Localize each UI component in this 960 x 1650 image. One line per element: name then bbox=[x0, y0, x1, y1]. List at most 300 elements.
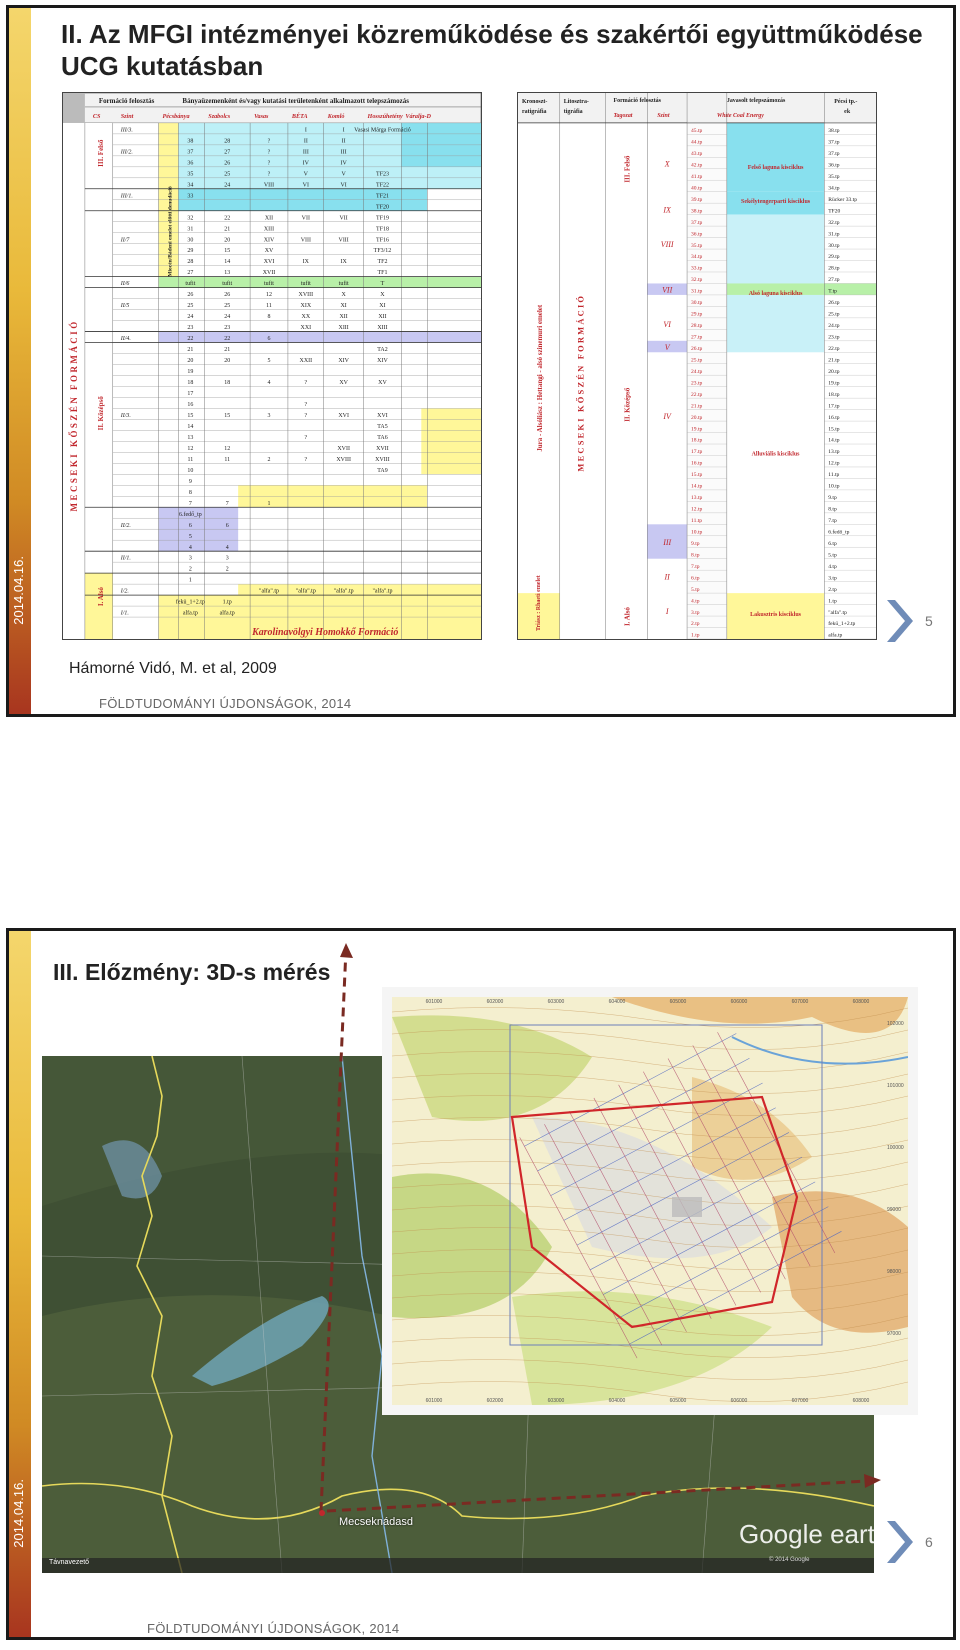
cycle-label: Alsó laguna kisciklus bbox=[748, 290, 803, 297]
wce-cell: 37.tp bbox=[691, 219, 703, 226]
table-cell: 37 bbox=[187, 149, 194, 156]
citation: Hámorné Vidó, M. et al, 2009 bbox=[69, 660, 277, 677]
slide-date: 2014.04.16. bbox=[11, 1479, 26, 1548]
table-cell: 4 bbox=[188, 544, 192, 551]
szint-cell: II/4. bbox=[120, 336, 131, 343]
szint-cell: II/1. bbox=[120, 555, 131, 562]
pecsi-cell: 2.tp bbox=[828, 586, 837, 593]
tagozat-label: III. Felső bbox=[623, 155, 632, 183]
pecsi-cell: 23.tp bbox=[828, 334, 840, 341]
pecsi-cell: 35.tp bbox=[828, 173, 840, 180]
pecsi-cell: 15.tp bbox=[828, 426, 840, 433]
table-cell: "alfa".tp bbox=[333, 588, 354, 595]
szint-numeral: IV bbox=[663, 411, 671, 421]
table-cell: IX bbox=[302, 259, 309, 266]
wce-cell: 12.tp bbox=[691, 506, 703, 513]
pecsi-cell: 7.tp bbox=[828, 518, 837, 525]
szint-cell: I/1. bbox=[120, 610, 129, 617]
tagozat-label: I. Alsó bbox=[623, 607, 632, 627]
x-tick-label: 607000 bbox=[791, 999, 809, 1005]
y-tick-label: 99000 bbox=[887, 1207, 901, 1213]
formation-label: MECSEKI KŐSZÉN FORMÁCIÓ bbox=[68, 319, 79, 512]
table-cell: XVIII bbox=[336, 456, 351, 463]
table-cell: 11 bbox=[224, 456, 231, 463]
table-cell: TF2 bbox=[377, 259, 388, 266]
table-cell: 22 bbox=[187, 336, 194, 343]
pecsi-cell: 6.fedő_tp bbox=[828, 529, 850, 536]
y-tick-label: 102000 bbox=[887, 1021, 904, 1027]
table-cell: TF1 bbox=[377, 270, 388, 277]
table-cell: 14 bbox=[224, 259, 231, 266]
table-cell: 16 bbox=[187, 402, 194, 409]
table-cell: IX bbox=[340, 259, 347, 266]
table-cell: ? bbox=[267, 138, 271, 145]
table-cell: 31 bbox=[187, 226, 194, 233]
wce-cell: 27.tp bbox=[691, 334, 703, 341]
next-chevron-icon[interactable] bbox=[885, 598, 915, 644]
table-cell: 11 bbox=[266, 303, 272, 310]
table-cell: 11 bbox=[187, 456, 194, 463]
table-cell: tufit bbox=[338, 281, 349, 288]
pecsi-cell: 36.tp bbox=[828, 162, 840, 169]
table-cell: 6 bbox=[188, 522, 192, 529]
table-cell: 22 bbox=[224, 336, 231, 343]
table-cell: 4 bbox=[225, 544, 229, 551]
pecsi-cell: 29.tp bbox=[828, 254, 840, 261]
szint-cell: II/5 bbox=[120, 303, 130, 310]
column-header: White Coal Energy bbox=[716, 112, 764, 119]
table-cell: 1 bbox=[188, 577, 192, 584]
table-cell: 18 bbox=[224, 380, 231, 387]
table-cell: 2 bbox=[267, 456, 271, 463]
wce-cell: 2.tp bbox=[691, 621, 700, 628]
pecsi-cell: fekü_1+2.tp bbox=[828, 621, 856, 628]
table-cell: XIV bbox=[377, 358, 388, 365]
wce-cell: 22.tp bbox=[691, 391, 703, 398]
table-cell: XIII bbox=[377, 325, 388, 332]
pecsi-cell: 22.tp bbox=[828, 345, 840, 352]
table-cell: 20 bbox=[187, 358, 194, 365]
table-cell: tufit bbox=[264, 281, 274, 288]
table-cell: XVI bbox=[377, 412, 388, 419]
pecsi-cell: 28.tp bbox=[828, 265, 840, 272]
table-cell: XIII bbox=[338, 325, 349, 332]
column-header: Komló bbox=[327, 113, 345, 120]
table-cell: XVII bbox=[337, 445, 350, 452]
pecsi-cell: TF20 bbox=[828, 208, 841, 215]
table-cell: ? bbox=[304, 412, 308, 419]
table-cell: 13 bbox=[187, 434, 194, 441]
table-cell: XV bbox=[378, 380, 387, 387]
wce-cell: 20.tp bbox=[691, 414, 703, 421]
google-earth-logo: Google earth bbox=[739, 1519, 890, 1549]
wce-cell: 41.tp bbox=[691, 173, 703, 180]
pecsi-cell: 20.tp bbox=[828, 368, 840, 375]
wce-cell: 28.tp bbox=[691, 323, 703, 330]
table-cell: 3 bbox=[225, 555, 229, 562]
section-label: II. Középső bbox=[96, 396, 105, 431]
wce-cell: 23.tp bbox=[691, 380, 703, 387]
page-number: 5 bbox=[925, 613, 933, 629]
x-tick-label: 604000 bbox=[608, 999, 626, 1005]
table-cell: 14 bbox=[187, 423, 194, 430]
table-cell: tufit bbox=[185, 281, 196, 288]
x-tick-label: 603000 bbox=[547, 999, 565, 1005]
pecsi-cell: "alfa".tp bbox=[828, 609, 847, 616]
column-header: Pécsi tp.- bbox=[834, 98, 858, 105]
wce-cell: 31.tp bbox=[691, 288, 703, 295]
topo-map-graphic bbox=[392, 997, 908, 1405]
table-cell: ? bbox=[267, 160, 271, 167]
table-cell: 1 bbox=[267, 500, 271, 507]
table-cell: 15 bbox=[224, 412, 231, 419]
column-header: Váralja-D bbox=[405, 113, 432, 120]
pecsi-cell: 1.tp bbox=[828, 598, 837, 605]
left-table-graphic bbox=[63, 93, 481, 639]
pecsi-cell: 38.tp bbox=[828, 128, 840, 135]
table-cell: alfa.tp bbox=[219, 610, 235, 617]
table-cell: Vasasi Márga Formáció bbox=[354, 127, 411, 134]
table-cell: TA2 bbox=[377, 347, 388, 354]
column-header: Litosztra- bbox=[563, 98, 589, 105]
table-cell: 25 bbox=[224, 303, 231, 310]
table-cell: 17 bbox=[187, 391, 194, 398]
section-label: III. Felső bbox=[96, 139, 105, 167]
table-cell: XX bbox=[301, 314, 311, 321]
pecsi-cell: 19.tp bbox=[828, 380, 840, 387]
table-cell: XVI bbox=[338, 412, 349, 419]
wce-cell: 42.tp bbox=[691, 162, 703, 169]
table-cell: 22 bbox=[224, 215, 231, 222]
table-cell: 33 bbox=[187, 193, 194, 200]
table-cell: II bbox=[303, 138, 308, 145]
tagozat-label: II. Középső bbox=[623, 387, 632, 422]
pecsi-cell: 17.tp bbox=[828, 403, 840, 410]
right-table-graphic bbox=[518, 93, 876, 639]
footer-text: FÖLDTUDOMÁNYI ÚJDONSÁGOK, 2014 bbox=[99, 696, 352, 711]
pecsi-cell: 9.tp bbox=[828, 495, 837, 502]
y-tick-label: 98000 bbox=[887, 1269, 901, 1275]
table-cell: TF16 bbox=[376, 237, 389, 244]
table-cell: TF18 bbox=[376, 226, 389, 233]
table-cell: VIII bbox=[300, 237, 311, 244]
column-header: ratigráfia bbox=[521, 108, 547, 115]
wce-cell: 9.tp bbox=[691, 540, 700, 547]
table-cell: TF22 bbox=[376, 182, 389, 189]
szint-cell: I/2. bbox=[120, 588, 129, 595]
table-cell: T bbox=[380, 281, 385, 288]
table-cell: IV bbox=[340, 160, 347, 167]
table-cell: 36 bbox=[187, 160, 194, 167]
column-header: Szint bbox=[657, 112, 670, 119]
table-cell: VI bbox=[340, 182, 347, 189]
table-cell: 35 bbox=[187, 171, 194, 178]
pecsi-cell: 18.tp bbox=[828, 391, 840, 398]
table-cell: 25 bbox=[224, 171, 231, 178]
x-tick-label: 603000 bbox=[547, 1398, 565, 1404]
table-cell: TF19 bbox=[376, 215, 389, 222]
table-cell: XIX bbox=[300, 303, 312, 310]
next-chevron-icon[interactable] bbox=[885, 1519, 915, 1565]
table-header: Bányaüzemenként és/vagy kutatási területenként alkalmazott telepszámozás bbox=[182, 96, 409, 105]
x-tick-label: 607000 bbox=[791, 1398, 809, 1404]
table-cell: ? bbox=[267, 171, 271, 178]
miocene-label: Miocén/Bádeni emelet előtti denudáció bbox=[167, 186, 174, 277]
x-tick-label: 605000 bbox=[669, 999, 687, 1005]
cycle-label: Lakusztris kisciklus bbox=[750, 612, 801, 619]
page-number: 6 bbox=[925, 1534, 933, 1550]
table-cell: TA5 bbox=[377, 423, 388, 430]
wce-cell: 30.tp bbox=[691, 300, 703, 307]
szint-cell: II/2. bbox=[120, 522, 131, 529]
x-tick-label: 601000 bbox=[425, 999, 443, 1005]
formation-label: MECSEKI KŐSZÉN FORMÁCIÓ bbox=[575, 293, 586, 472]
table-cell: X bbox=[341, 292, 346, 299]
table-cell: ? bbox=[304, 402, 308, 409]
table-cell: XII bbox=[378, 314, 387, 321]
google-credit: © 2014 Google bbox=[769, 1557, 810, 1563]
table-cell: TA9 bbox=[377, 467, 388, 474]
column-header: Pécsbánya bbox=[162, 113, 190, 120]
tavnavezeto-label: Távnavezető bbox=[49, 1559, 90, 1566]
formation-table-left bbox=[62, 92, 482, 640]
wce-cell: 17.tp bbox=[691, 449, 703, 456]
table-cell: V bbox=[341, 171, 346, 178]
table-cell: tufit bbox=[222, 281, 233, 288]
wce-cell: 35.tp bbox=[691, 242, 703, 249]
table-cell: TA6 bbox=[377, 434, 388, 441]
trias-label: Triász : Rhaeti emelet bbox=[535, 575, 542, 632]
table-cell: III bbox=[340, 149, 347, 156]
table-cell: 7 bbox=[225, 500, 229, 507]
pecsi-cell: 16.tp bbox=[828, 414, 840, 421]
x-tick-label: 606000 bbox=[730, 1398, 748, 1404]
pecsi-cell: 4.tp bbox=[828, 563, 837, 570]
szint-cell: II/7 bbox=[120, 237, 130, 244]
pecsi-cell: 6.tp bbox=[828, 540, 837, 547]
table-cell: VIII bbox=[338, 237, 349, 244]
table-cell: 21 bbox=[187, 347, 194, 354]
table-cell: 15 bbox=[187, 412, 194, 419]
wce-cell: 3.tp bbox=[691, 609, 700, 616]
table-cell: 2 bbox=[188, 566, 192, 573]
table-cell: XVIII bbox=[298, 292, 314, 299]
column-header: Szabolcs bbox=[208, 113, 231, 120]
wce-cell: 4.tp bbox=[691, 598, 700, 605]
table-cell: "alfa".tp bbox=[372, 588, 393, 595]
table-cell: 30 bbox=[187, 237, 194, 244]
pecsi-cell: 37.tp bbox=[828, 139, 840, 146]
wce-cell: 1.tp bbox=[691, 632, 700, 639]
x-tick-label: 602000 bbox=[486, 999, 504, 1005]
table-cell: 4 bbox=[267, 380, 271, 387]
table-cell: 18 bbox=[187, 380, 194, 387]
table-cell: 28 bbox=[187, 259, 194, 266]
wce-cell: 45.tp bbox=[691, 128, 703, 135]
column-header: Formáció felosztás bbox=[613, 97, 661, 104]
wce-cell: 29.tp bbox=[691, 311, 703, 318]
table-cell: VII bbox=[301, 215, 310, 222]
szint-cell: III/3. bbox=[120, 127, 133, 134]
table-cell: V bbox=[303, 171, 308, 178]
formation-table-right bbox=[517, 92, 877, 640]
cycle-label: Felső laguna kisciklus bbox=[747, 164, 804, 171]
pecsi-cell: 24.tp bbox=[828, 323, 840, 330]
pecsi-cell: 13.tp bbox=[828, 449, 840, 456]
y-tick-label: 101000 bbox=[887, 1083, 904, 1089]
wce-cell: 34.tp bbox=[691, 254, 703, 261]
table-cell: ? bbox=[304, 434, 308, 441]
pecsi-cell: 25.tp bbox=[828, 311, 840, 318]
pecsi-cell: 31.tp bbox=[828, 231, 840, 238]
table-cell: 9 bbox=[188, 478, 192, 485]
table-cell: XVII bbox=[376, 445, 389, 452]
wce-cell: 36.tp bbox=[691, 231, 703, 238]
cycle-label: Sekélytengerparti kisciklus bbox=[741, 199, 811, 206]
column-header: Hosszúhetény bbox=[367, 113, 403, 120]
table-cell: 12 bbox=[187, 445, 194, 452]
table-cell: XI bbox=[379, 303, 386, 310]
x-tick-label: 608000 bbox=[852, 999, 870, 1005]
table-cell: X bbox=[380, 292, 385, 299]
table-cell: XII bbox=[264, 215, 274, 222]
table-cell: fekü_1+2.tp bbox=[175, 599, 205, 606]
table-cell: 21 bbox=[224, 347, 231, 354]
table-cell: XVIII bbox=[375, 456, 390, 463]
table-cell: 6 bbox=[225, 522, 229, 529]
table-cell: VI bbox=[302, 182, 309, 189]
table-cell: XI bbox=[340, 303, 347, 310]
table-cell: 6 bbox=[267, 336, 271, 343]
pecsi-cell: Rücker 33.tp bbox=[828, 196, 857, 203]
pecsi-cell: 14.tp bbox=[828, 437, 840, 444]
szint-numeral: VIII bbox=[660, 239, 674, 249]
pecsi-cell: 30.tp bbox=[828, 242, 840, 249]
table-cell: ? bbox=[304, 380, 308, 387]
table-cell: 7 bbox=[188, 500, 192, 507]
wce-cell: 39.tp bbox=[691, 196, 703, 203]
table-cell: 28 bbox=[224, 138, 231, 145]
karolinavolgyi-label: Karolinavölgyi Homokkő Formáció bbox=[252, 627, 399, 639]
wce-cell: 25.tp bbox=[691, 357, 703, 364]
wce-cell: 8.tp bbox=[691, 552, 700, 559]
table-cell: ? bbox=[267, 149, 271, 156]
table-cell: 38 bbox=[187, 138, 194, 145]
table-cell: 8 bbox=[267, 314, 271, 321]
table-cell: 8 bbox=[188, 489, 192, 496]
y-tick-label: 97000 bbox=[887, 1331, 901, 1337]
wce-cell: 6.tp bbox=[691, 575, 700, 582]
column-header: Kronoszt- bbox=[521, 98, 548, 105]
szint-numeral: X bbox=[664, 159, 670, 169]
table-cell: II bbox=[341, 138, 346, 145]
column-header: Javasolt telepszámozás bbox=[726, 97, 786, 104]
table-cell: 6.fedő_tp bbox=[179, 511, 202, 518]
column-header: ek bbox=[844, 108, 851, 115]
table-cell: "alfa".tp bbox=[295, 588, 316, 595]
szint-numeral: IX bbox=[663, 205, 671, 215]
topographic-map bbox=[382, 987, 918, 1415]
x-tick-label: 604000 bbox=[608, 1398, 626, 1404]
szint-cell: III/2. bbox=[120, 149, 133, 156]
pecsi-cell: 27.tp bbox=[828, 277, 840, 284]
table-cell: XV bbox=[264, 248, 274, 255]
slide-title: II. Az MFGI intézményei közreműködése és szakértői együttműködése UCG kutatásban bbox=[61, 19, 923, 81]
table-cell: XIV bbox=[263, 237, 275, 244]
table-cell: IV bbox=[302, 160, 309, 167]
wce-cell: 14.tp bbox=[691, 483, 703, 490]
footer-text: FÖLDTUDOMÁNYI ÚJDONSÁGOK, 2014 bbox=[147, 1621, 400, 1636]
table-cell: 25 bbox=[187, 303, 194, 310]
pecsi-cell: 8.tp bbox=[828, 506, 837, 513]
table-cell: 27 bbox=[224, 149, 231, 156]
pecsi-cell: 12.tp bbox=[828, 460, 840, 467]
table-cell: III bbox=[302, 149, 309, 156]
pecsi-cell: 11.tp bbox=[828, 472, 840, 479]
pecsi-cell: 37.tp bbox=[828, 151, 840, 158]
table-cell: 26 bbox=[224, 160, 231, 167]
column-header: tigráfia bbox=[563, 108, 583, 115]
szint-cell: II/6 bbox=[120, 281, 130, 288]
table-cell: 19 bbox=[187, 369, 194, 376]
table-cell: TF3/12 bbox=[373, 248, 392, 255]
wce-cell: 44.tp bbox=[691, 139, 703, 146]
pecsi-cell: 34.tp bbox=[828, 185, 840, 192]
column-header: CS bbox=[92, 113, 101, 120]
table-cell: XII bbox=[339, 314, 348, 321]
table-cell: 21 bbox=[224, 226, 231, 233]
pecsi-cell: 21.tp bbox=[828, 357, 840, 364]
table-cell: 3 bbox=[267, 412, 271, 419]
table-cell: 13 bbox=[224, 270, 231, 277]
slide-5 bbox=[6, 5, 956, 717]
column-header: Tagozat bbox=[613, 112, 633, 119]
wce-cell: 32.tp bbox=[691, 277, 703, 284]
table-cell: 23 bbox=[224, 325, 231, 332]
szint-cell: II/3. bbox=[120, 412, 131, 419]
table-cell: XXI bbox=[300, 325, 312, 332]
pecsi-cell: 32.tp bbox=[828, 219, 840, 226]
slide-title: III. Előzmény: 3D-s mérés bbox=[53, 959, 331, 985]
wce-cell: 16.tp bbox=[691, 460, 703, 467]
table-cell: XIII bbox=[263, 226, 275, 233]
table-cell: VIII bbox=[263, 182, 275, 189]
x-tick-label: 605000 bbox=[669, 1398, 687, 1404]
table-cell: 24 bbox=[224, 182, 231, 189]
table-cell: XVII bbox=[262, 270, 276, 277]
wce-cell: 5.tp bbox=[691, 586, 700, 593]
table-cell: 5 bbox=[267, 358, 271, 365]
table-cell: 3 bbox=[188, 555, 192, 562]
table-cell: XIV bbox=[338, 358, 349, 365]
slide-6 bbox=[6, 928, 956, 1640]
table-cell: TF20 bbox=[376, 204, 389, 211]
table-cell: 12 bbox=[266, 292, 272, 299]
cycle-label: Alluviális kisciklus bbox=[751, 451, 800, 458]
wce-cell: 13.tp bbox=[691, 495, 703, 502]
wce-cell: 10.tp bbox=[691, 529, 703, 536]
szint-numeral: III bbox=[663, 537, 672, 547]
slide-date: 2014.04.16. bbox=[11, 556, 26, 625]
table-cell: 26 bbox=[187, 292, 194, 299]
table-cell: TF21 bbox=[376, 193, 389, 200]
szint-numeral: V bbox=[664, 342, 670, 352]
table-cell: 34 bbox=[187, 182, 194, 189]
table-cell: 23 bbox=[187, 325, 194, 332]
column-header: BÉTA bbox=[291, 113, 308, 120]
table-cell: TF23 bbox=[376, 171, 389, 178]
wce-cell: 26.tp bbox=[691, 345, 703, 352]
